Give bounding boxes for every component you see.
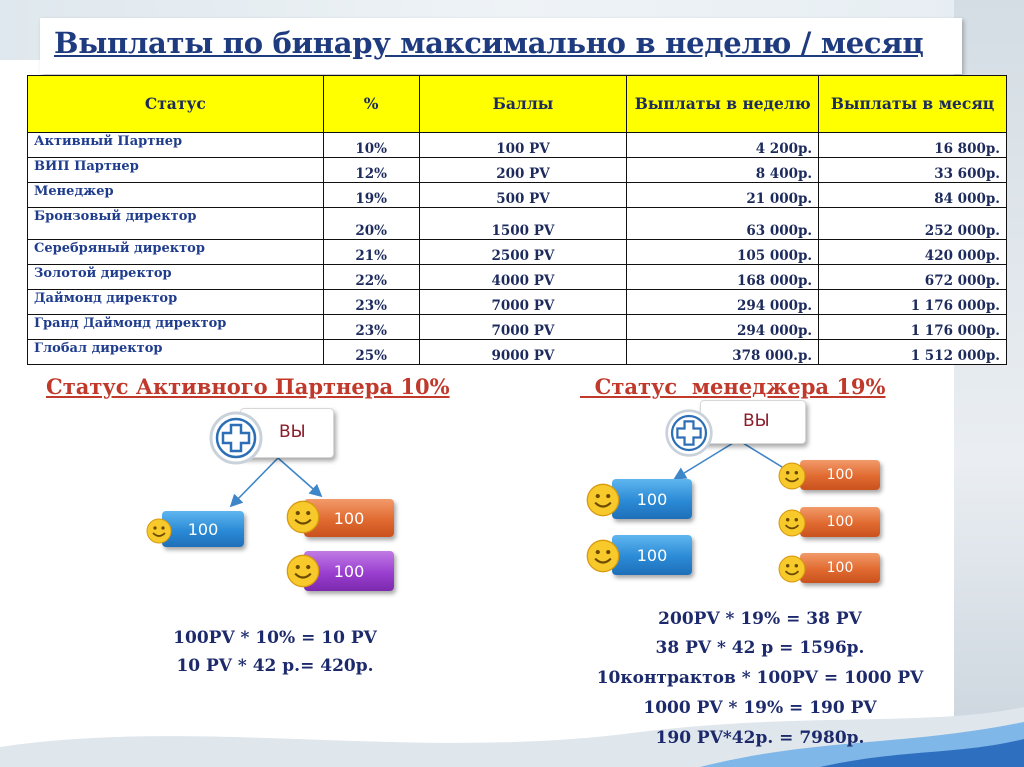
tag-value: 100 xyxy=(333,561,365,581)
cell-status: Бронзовый директор xyxy=(28,208,324,240)
smiley-icon xyxy=(586,539,620,573)
cell-percent: 21% xyxy=(323,240,419,265)
left-calc-line: 100PV * 10% = 10 PV xyxy=(173,628,377,648)
cell-week: 63 000р. xyxy=(627,208,819,240)
cell-percent: 12% xyxy=(323,158,419,183)
tag-value: 100 xyxy=(826,467,854,483)
header-weekly-payout: Выплаты в неделю xyxy=(627,76,819,133)
right-calc-line: 38 PV * 42 р = 1596р. xyxy=(655,638,865,658)
tag-value: 100 xyxy=(333,508,365,528)
cell-percent: 22% xyxy=(323,265,419,290)
cell-points: 200 PV xyxy=(419,158,627,183)
cell-status: Серебряный директор xyxy=(28,240,324,265)
smiley-icon xyxy=(586,483,620,517)
cell-percent: 25% xyxy=(323,340,419,365)
table-row xyxy=(28,265,1007,290)
left-section-heading: Статус Активного Партнера 10% xyxy=(46,374,450,399)
cell-percent: 20% xyxy=(323,208,419,240)
cell-week: 21 000р. xyxy=(627,183,819,208)
manager-tag-right xyxy=(800,553,880,583)
cell-week: 294 000р. xyxy=(627,290,819,315)
manager-tag-right xyxy=(800,507,880,537)
tag-value: 100 xyxy=(636,489,668,509)
manager-tag-left xyxy=(612,535,692,575)
right-calc-line: 1000 PV * 19% = 190 PV xyxy=(643,698,877,718)
cell-status: ВИП Партнер xyxy=(28,158,324,183)
title-bar xyxy=(40,18,962,74)
cell-points: 7000 PV xyxy=(419,290,627,315)
cell-percent: 10% xyxy=(323,133,419,158)
cell-week: 8 400р. xyxy=(627,158,819,183)
cell-points: 9000 PV xyxy=(419,340,627,365)
header-monthly-payout: Выплаты в месяц xyxy=(819,76,1007,133)
cell-points: 2500 PV xyxy=(419,240,627,265)
cell-status: Золотой директор xyxy=(28,265,324,290)
cell-week: 4 200р. xyxy=(627,133,819,158)
smiley-icon xyxy=(286,500,320,534)
cell-status: Активный Партнер xyxy=(28,133,324,158)
table-row xyxy=(28,158,1007,183)
plus-badge-icon xyxy=(208,410,264,466)
manager-tag-right xyxy=(800,460,880,490)
table-row xyxy=(28,133,1007,158)
cell-status: Глобал директор xyxy=(28,340,324,365)
table-header-row xyxy=(28,76,1007,133)
payouts-table xyxy=(27,75,1007,365)
header-status: Статус xyxy=(28,76,324,133)
table-row xyxy=(28,240,1007,265)
cell-points: 1500 PV xyxy=(419,208,627,240)
cell-status: Менеджер xyxy=(28,183,324,208)
cell-month: 420 000р. xyxy=(819,240,1007,265)
cell-percent: 19% xyxy=(323,183,419,208)
cell-month: 672 000р. xyxy=(819,265,1007,290)
cell-month: 84 000р. xyxy=(819,183,1007,208)
table-row xyxy=(28,290,1007,315)
table-row xyxy=(28,183,1007,208)
smiley-icon xyxy=(778,509,806,537)
right-section-heading: Статус менеджера 19% xyxy=(580,374,886,399)
cell-percent: 23% xyxy=(323,315,419,340)
right-calc-line: 10контрактов * 100PV = 1000 PV xyxy=(596,668,924,688)
cell-points: 100 PV xyxy=(419,133,627,158)
manager-tag-left xyxy=(612,479,692,519)
cell-month: 33 600р. xyxy=(819,158,1007,183)
cell-status: Даймонд директор xyxy=(28,290,324,315)
smiley-icon xyxy=(286,554,320,588)
cell-points: 500 PV xyxy=(419,183,627,208)
cell-percent: 23% xyxy=(323,290,419,315)
tag-value: 100 xyxy=(826,514,854,530)
table-row xyxy=(28,208,1007,240)
right-calc-line: 190 PV*42р. = 7980р. xyxy=(655,728,865,748)
cell-status: Гранд Даймонд директор xyxy=(28,315,324,340)
you-label: ВЫ xyxy=(743,411,770,431)
smiley-icon xyxy=(778,462,806,490)
cell-points: 4000 PV xyxy=(419,265,627,290)
right-calc-line: 200PV * 19% = 38 PV xyxy=(658,609,862,629)
you-label: ВЫ xyxy=(279,422,306,442)
cell-month: 252 000р. xyxy=(819,208,1007,240)
smiley-icon xyxy=(146,518,172,544)
header-percent: % xyxy=(323,76,419,133)
you-box xyxy=(700,400,806,444)
arrow-icon xyxy=(278,458,320,495)
tag-value: 100 xyxy=(636,545,668,565)
tag-value: 100 xyxy=(826,560,854,576)
cell-week: 378 000.р. xyxy=(627,340,819,365)
tag-value: 100 xyxy=(187,519,219,539)
cell-month: 1 176 000р. xyxy=(819,315,1007,340)
partner-tag-left xyxy=(162,511,244,547)
header-points: Баллы xyxy=(419,76,627,133)
cell-week: 105 000р. xyxy=(627,240,819,265)
table-row xyxy=(28,315,1007,340)
cell-month: 1 512 000р. xyxy=(819,340,1007,365)
left-calc-line: 10 PV * 42 р.= 420р. xyxy=(176,656,374,676)
cell-month: 1 176 000р. xyxy=(819,290,1007,315)
cell-week: 168 000р. xyxy=(627,265,819,290)
background-bottom-waves xyxy=(0,677,1024,767)
page-title: Выплаты по бинару максимально в неделю / месяц xyxy=(54,26,924,60)
cell-month: 16 800р. xyxy=(819,133,1007,158)
cell-points: 7000 PV xyxy=(419,315,627,340)
smiley-icon xyxy=(778,555,806,583)
cell-week: 294 000р. xyxy=(627,315,819,340)
plus-badge-icon xyxy=(664,408,714,458)
table-row xyxy=(28,340,1007,365)
